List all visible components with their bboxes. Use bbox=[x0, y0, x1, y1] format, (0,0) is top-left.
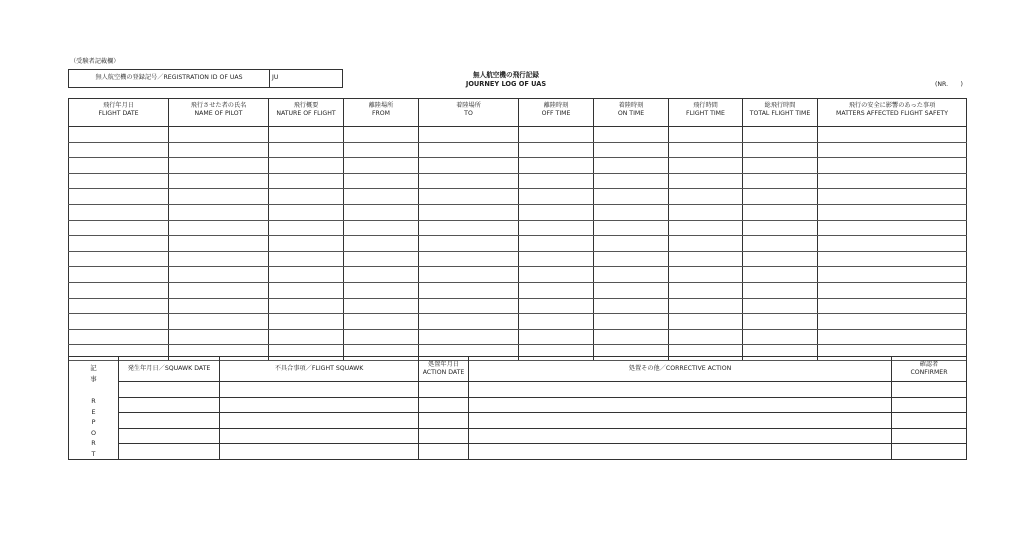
log-cell[interactable] bbox=[344, 142, 419, 158]
log-cell[interactable] bbox=[169, 236, 269, 252]
log-cell[interactable] bbox=[169, 314, 269, 330]
column-header-jp: 飛行時間 bbox=[693, 102, 718, 109]
report-column-header bbox=[419, 357, 469, 382]
log-column-header bbox=[594, 99, 669, 127]
report-side-char-jp: 記 bbox=[90, 364, 97, 372]
log-cell[interactable] bbox=[519, 314, 594, 330]
log-cell[interactable] bbox=[594, 236, 669, 252]
log-cell[interactable] bbox=[344, 314, 419, 330]
log-cell[interactable] bbox=[269, 220, 344, 236]
log-row bbox=[69, 142, 967, 158]
column-header-jp: 不具合事項／FLIGHT SQUAWK bbox=[274, 364, 364, 372]
column-header-jp: 飛行概要 bbox=[293, 102, 319, 109]
report-cell[interactable] bbox=[220, 397, 419, 413]
log-cell[interactable] bbox=[169, 204, 269, 220]
log-cell[interactable] bbox=[419, 158, 519, 174]
log-cell[interactable] bbox=[344, 173, 419, 189]
report-cell[interactable] bbox=[469, 413, 892, 429]
report-cell[interactable] bbox=[892, 444, 967, 460]
log-cell[interactable] bbox=[519, 158, 594, 174]
log-row bbox=[69, 204, 967, 220]
column-header-jp: 確認者 bbox=[919, 360, 939, 368]
column-header-en: NAME OF PILOT bbox=[194, 110, 243, 118]
column-header-jp: 着陸時刻 bbox=[618, 102, 644, 109]
log-cell[interactable] bbox=[594, 127, 669, 143]
log-cell[interactable] bbox=[169, 142, 269, 158]
log-cell[interactable] bbox=[818, 267, 967, 283]
report-cell[interactable] bbox=[119, 428, 220, 444]
title-english: JOURNEY LOG OF UAS bbox=[465, 80, 547, 88]
log-cell[interactable] bbox=[818, 329, 967, 345]
log-cell[interactable] bbox=[344, 189, 419, 205]
report-side-char-en: P bbox=[91, 418, 96, 426]
log-cell[interactable] bbox=[269, 251, 344, 267]
report-cell[interactable] bbox=[469, 444, 892, 460]
log-cell[interactable] bbox=[743, 173, 818, 189]
column-header-jp: 発生年月日／SQUAWK DATE bbox=[127, 364, 211, 372]
report-side-label bbox=[69, 357, 119, 460]
log-column-header bbox=[269, 99, 344, 127]
log-cell[interactable] bbox=[594, 298, 669, 314]
log-cell[interactable] bbox=[669, 158, 743, 174]
log-cell[interactable] bbox=[269, 142, 344, 158]
log-cell[interactable] bbox=[818, 220, 967, 236]
log-cell[interactable] bbox=[419, 189, 519, 205]
column-header-jp: 着陸場所 bbox=[456, 102, 481, 109]
log-cell[interactable] bbox=[519, 173, 594, 189]
log-cell[interactable] bbox=[69, 220, 169, 236]
log-cell[interactable] bbox=[669, 189, 743, 205]
log-cell[interactable] bbox=[519, 142, 594, 158]
log-row bbox=[69, 236, 967, 252]
log-cell[interactable] bbox=[519, 189, 594, 205]
log-cell[interactable] bbox=[169, 267, 269, 283]
report-cell[interactable] bbox=[892, 428, 967, 444]
log-cell[interactable] bbox=[69, 142, 169, 158]
log-cell[interactable] bbox=[269, 204, 344, 220]
log-column-header bbox=[419, 99, 519, 127]
log-row bbox=[69, 158, 967, 174]
log-cell[interactable] bbox=[743, 142, 818, 158]
log-row bbox=[69, 251, 967, 267]
report-cell[interactable] bbox=[220, 413, 419, 429]
log-cell[interactable] bbox=[169, 158, 269, 174]
log-cell[interactable] bbox=[594, 251, 669, 267]
log-cell[interactable] bbox=[419, 314, 519, 330]
log-column-header bbox=[69, 99, 169, 127]
log-cell[interactable] bbox=[169, 189, 269, 205]
log-body bbox=[69, 127, 967, 361]
report-cell[interactable] bbox=[469, 382, 892, 398]
log-cell[interactable] bbox=[69, 267, 169, 283]
registration-label: 無人航空機の登録記号／REGISTRATION ID OF UAS bbox=[95, 74, 243, 82]
log-column-header bbox=[818, 99, 967, 127]
log-cell[interactable] bbox=[743, 189, 818, 205]
column-header-en: ACTION DATE bbox=[422, 369, 465, 376]
title-japanese: 無人航空機の飛行記録 bbox=[473, 71, 539, 79]
log-cell[interactable] bbox=[344, 220, 419, 236]
log-cell[interactable] bbox=[594, 142, 669, 158]
log-row bbox=[69, 298, 967, 314]
log-cell[interactable] bbox=[169, 251, 269, 267]
log-cell[interactable] bbox=[818, 204, 967, 220]
report-cell[interactable] bbox=[220, 428, 419, 444]
column-header-jp: 処置年月日 bbox=[428, 360, 459, 368]
log-cell[interactable] bbox=[344, 298, 419, 314]
report-side-char-en: T bbox=[91, 449, 96, 458]
report-cell[interactable] bbox=[419, 413, 469, 429]
log-cell[interactable] bbox=[818, 236, 967, 252]
log-column-header bbox=[743, 99, 818, 127]
report-cell[interactable] bbox=[892, 397, 967, 413]
log-cell[interactable] bbox=[743, 298, 818, 314]
log-cell[interactable] bbox=[344, 127, 419, 143]
log-cell[interactable] bbox=[169, 282, 269, 298]
log-cell[interactable] bbox=[743, 158, 818, 174]
log-cell[interactable] bbox=[519, 127, 594, 143]
log-cell[interactable] bbox=[419, 282, 519, 298]
log-cell[interactable] bbox=[69, 282, 169, 298]
log-cell[interactable] bbox=[594, 158, 669, 174]
log-row bbox=[69, 282, 967, 298]
log-cell[interactable] bbox=[269, 158, 344, 174]
log-cell[interactable] bbox=[69, 236, 169, 252]
log-cell[interactable] bbox=[669, 298, 743, 314]
log-cell[interactable] bbox=[818, 314, 967, 330]
log-cell[interactable] bbox=[818, 189, 967, 205]
log-cell[interactable] bbox=[344, 158, 419, 174]
log-cell[interactable] bbox=[419, 127, 519, 143]
log-cell[interactable] bbox=[69, 204, 169, 220]
report-cell[interactable] bbox=[220, 382, 419, 398]
log-cell[interactable] bbox=[743, 314, 818, 330]
page-number-label: (NR. ) bbox=[935, 81, 963, 88]
log-cell[interactable] bbox=[669, 236, 743, 252]
registration-value[interactable]: JU bbox=[272, 74, 279, 82]
report-table bbox=[68, 356, 967, 460]
report-cell[interactable] bbox=[469, 397, 892, 413]
report-row bbox=[69, 444, 967, 460]
column-header-en: TO bbox=[464, 110, 473, 118]
log-cell[interactable] bbox=[69, 158, 169, 174]
log-cell[interactable] bbox=[594, 204, 669, 220]
log-header-row bbox=[69, 99, 967, 127]
log-column-header bbox=[169, 99, 269, 127]
report-cell[interactable] bbox=[469, 428, 892, 444]
log-cell[interactable] bbox=[269, 189, 344, 205]
report-header-row bbox=[69, 357, 967, 382]
log-cell[interactable] bbox=[419, 142, 519, 158]
log-cell[interactable] bbox=[344, 204, 419, 220]
report-side-char-en: R bbox=[91, 439, 96, 447]
report-cell[interactable] bbox=[419, 382, 469, 398]
log-cell[interactable] bbox=[594, 173, 669, 189]
log-cell[interactable] bbox=[269, 267, 344, 283]
log-cell[interactable] bbox=[269, 282, 344, 298]
log-cell[interactable] bbox=[269, 329, 344, 345]
log-cell[interactable] bbox=[594, 314, 669, 330]
log-cell[interactable] bbox=[69, 173, 169, 189]
log-cell[interactable] bbox=[743, 204, 818, 220]
log-cell[interactable] bbox=[69, 127, 169, 143]
log-cell[interactable] bbox=[519, 251, 594, 267]
report-cell[interactable] bbox=[119, 413, 220, 429]
log-cell[interactable] bbox=[69, 189, 169, 205]
log-cell[interactable] bbox=[743, 236, 818, 252]
log-cell[interactable] bbox=[519, 298, 594, 314]
log-cell[interactable] bbox=[419, 329, 519, 345]
log-cell[interactable] bbox=[169, 298, 269, 314]
log-cell[interactable] bbox=[669, 267, 743, 283]
log-cell[interactable] bbox=[169, 127, 269, 143]
log-cell[interactable] bbox=[344, 236, 419, 252]
log-cell[interactable] bbox=[519, 220, 594, 236]
log-column-header bbox=[669, 99, 743, 127]
report-cell[interactable] bbox=[220, 444, 419, 460]
log-cell[interactable] bbox=[818, 298, 967, 314]
log-cell[interactable] bbox=[419, 204, 519, 220]
log-cell[interactable] bbox=[344, 251, 419, 267]
column-header-en: CONFIRMER bbox=[910, 369, 948, 376]
log-cell[interactable] bbox=[669, 251, 743, 267]
report-row bbox=[69, 428, 967, 444]
log-cell[interactable] bbox=[419, 236, 519, 252]
log-row bbox=[69, 267, 967, 283]
report-row bbox=[69, 397, 967, 413]
log-cell[interactable] bbox=[669, 314, 743, 330]
report-row bbox=[69, 413, 967, 429]
log-cell[interactable] bbox=[269, 298, 344, 314]
log-cell[interactable] bbox=[743, 329, 818, 345]
log-row bbox=[69, 220, 967, 236]
report-cell[interactable] bbox=[119, 382, 220, 398]
log-cell[interactable] bbox=[594, 282, 669, 298]
report-cell[interactable] bbox=[892, 382, 967, 398]
log-cell[interactable] bbox=[818, 158, 967, 174]
report-cell[interactable] bbox=[419, 397, 469, 413]
log-cell[interactable] bbox=[594, 329, 669, 345]
log-cell[interactable] bbox=[69, 329, 169, 345]
report-column-header bbox=[220, 357, 419, 382]
log-row bbox=[69, 329, 967, 345]
column-header-jp: 処置その他／CORRECTIVE ACTION bbox=[628, 364, 732, 372]
report-cell[interactable] bbox=[119, 444, 220, 460]
log-cell[interactable] bbox=[169, 173, 269, 189]
column-header-jp: 飛行の安全に影響のあった事項 bbox=[848, 102, 936, 109]
log-cell[interactable] bbox=[594, 189, 669, 205]
column-header-en: OFF TIME bbox=[541, 110, 571, 118]
log-row bbox=[69, 314, 967, 330]
log-cell[interactable] bbox=[669, 329, 743, 345]
report-cell[interactable] bbox=[419, 428, 469, 444]
column-header-en: ON TIME bbox=[617, 110, 645, 118]
report-row bbox=[69, 382, 967, 398]
log-cell[interactable] bbox=[169, 329, 269, 345]
log-cell[interactable] bbox=[594, 267, 669, 283]
report-side-char-en: E bbox=[91, 407, 96, 416]
log-cell[interactable] bbox=[818, 282, 967, 298]
log-cell[interactable] bbox=[818, 142, 967, 158]
log-row bbox=[69, 189, 967, 205]
log-cell[interactable] bbox=[818, 251, 967, 267]
applicant-note: （受験者記載欄） bbox=[70, 58, 120, 65]
log-cell[interactable] bbox=[818, 127, 967, 143]
log-cell[interactable] bbox=[519, 236, 594, 252]
log-cell[interactable] bbox=[743, 220, 818, 236]
log-cell[interactable] bbox=[419, 220, 519, 236]
log-cell[interactable] bbox=[519, 282, 594, 298]
log-cell[interactable] bbox=[818, 173, 967, 189]
column-header-jp: 総飛行時間 bbox=[764, 102, 796, 109]
log-cell[interactable] bbox=[344, 329, 419, 345]
column-header-en: NATURE OF FLIGHT bbox=[276, 110, 336, 118]
report-column-header bbox=[892, 357, 967, 382]
log-cell[interactable] bbox=[519, 329, 594, 345]
registration-divider bbox=[269, 70, 270, 87]
column-header-jp: 飛行年月日 bbox=[103, 102, 134, 109]
log-cell[interactable] bbox=[743, 127, 818, 143]
log-cell[interactable] bbox=[743, 267, 818, 283]
report-column-header bbox=[469, 357, 892, 382]
column-header-en: MATTERS AFFECTED FLIGHT SAFETY bbox=[836, 110, 948, 118]
column-header-jp: 飛行させた者の氏名 bbox=[190, 102, 247, 109]
log-column-header bbox=[519, 99, 594, 127]
log-column-header bbox=[344, 99, 419, 127]
log-cell[interactable] bbox=[669, 173, 743, 189]
log-cell[interactable] bbox=[269, 236, 344, 252]
log-cell[interactable] bbox=[743, 251, 818, 267]
log-cell[interactable] bbox=[344, 282, 419, 298]
log-cell[interactable] bbox=[419, 298, 519, 314]
log-row bbox=[69, 127, 967, 143]
log-cell[interactable] bbox=[69, 298, 169, 314]
column-header-en: FROM bbox=[371, 110, 391, 118]
log-cell[interactable] bbox=[419, 267, 519, 283]
log-cell[interactable] bbox=[344, 267, 419, 283]
report-side-char-en: R bbox=[91, 397, 96, 405]
report-column-header bbox=[119, 357, 220, 382]
log-cell[interactable] bbox=[669, 127, 743, 143]
log-cell[interactable] bbox=[743, 282, 818, 298]
column-header-jp: 離陸時刻 bbox=[543, 102, 569, 109]
journey-log-table bbox=[68, 98, 967, 361]
log-cell[interactable] bbox=[669, 204, 743, 220]
report-side-char-jp: 事 bbox=[90, 374, 97, 383]
log-cell[interactable] bbox=[419, 173, 519, 189]
log-cell[interactable] bbox=[519, 204, 594, 220]
log-cell[interactable] bbox=[669, 142, 743, 158]
log-cell[interactable] bbox=[669, 220, 743, 236]
log-cell[interactable] bbox=[269, 173, 344, 189]
log-cell[interactable] bbox=[419, 251, 519, 267]
column-header-en: FLIGHT DATE bbox=[98, 110, 139, 118]
log-cell[interactable] bbox=[69, 251, 169, 267]
column-header-en: TOTAL FLIGHT TIME bbox=[749, 110, 811, 118]
registration-box bbox=[68, 69, 343, 88]
log-cell[interactable] bbox=[69, 314, 169, 330]
log-cell[interactable] bbox=[594, 220, 669, 236]
report-cell[interactable] bbox=[119, 397, 220, 413]
log-row bbox=[69, 173, 967, 189]
log-cell[interactable] bbox=[669, 282, 743, 298]
column-header-jp: 離陸場所 bbox=[368, 102, 394, 109]
log-cell[interactable] bbox=[519, 267, 594, 283]
log-cell[interactable] bbox=[269, 127, 344, 143]
log-cell[interactable] bbox=[169, 220, 269, 236]
log-cell[interactable] bbox=[269, 314, 344, 330]
report-cell[interactable] bbox=[419, 444, 469, 460]
report-side-char-en: O bbox=[90, 428, 97, 437]
report-cell[interactable] bbox=[892, 413, 967, 429]
column-header-en: FLIGHT TIME bbox=[686, 110, 725, 118]
